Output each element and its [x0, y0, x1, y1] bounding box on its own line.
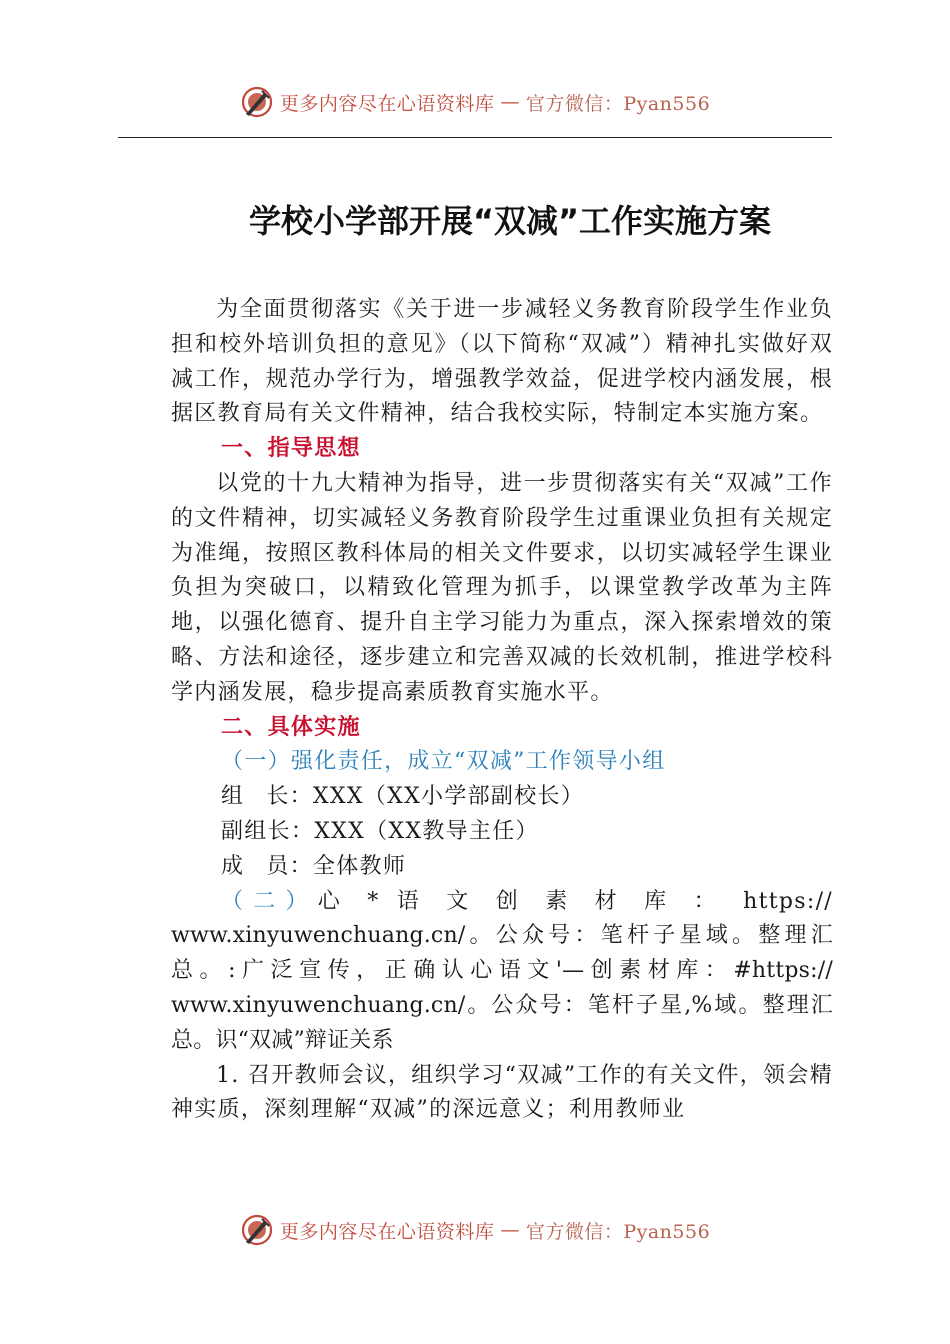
- member-row-deputy: [171, 815, 833, 850]
- member-value: 全体教师: [312, 853, 407, 879]
- banner-text: 更多内容尽在心语资料库: [279, 1220, 495, 1243]
- subsection-publicity-line5: 总。识“双减”辩证关系: [171, 1027, 394, 1053]
- banner-wechat: 官方微信：Pyan556: [525, 1220, 711, 1243]
- document-title: 学校小学部开展“双减”工作实施方案: [248, 202, 772, 240]
- header-divider: [118, 137, 832, 138]
- guiding-ideology-paragraph: 以党的十九大精神为指导，进一步贯彻落实有关“双减”工作的文件精神，切实减轻义务教育阶段学生过重课业负担有关规定为准绳，按照区教科体局的相关文件要求，以切实减轻学生课业负担为突破口，以精致化管理为抓手，以课堂教学改革为主阵地，以强化德育、提升自主学习能力为重点，深入探索增效的策略、方法和途径，逐步建立和完善双减的长效机制，推进学校科学内涵发展，稳步提高素质教育实施水平。: [171, 470, 833, 705]
- pen-nib-seal-logo-icon: [240, 85, 274, 119]
- section-heading-implementation: 二、具体实施: [221, 714, 361, 740]
- subsection-leadership-group: （一）强化责任，成立“双减”工作领导小组: [221, 749, 666, 775]
- banner-text: 更多内容尽在心语资料库: [279, 92, 495, 115]
- document-body: [171, 293, 833, 1128]
- member-row-leader: [171, 780, 833, 815]
- header-banner: [0, 82, 950, 122]
- subsection-label: （二）: [221, 888, 318, 914]
- member-role-a: 组: [221, 784, 245, 810]
- subsection-publicity-line2: www.xinyuwenchuang.cn/。公众号：笔杆子星域。整理汇: [171, 923, 833, 949]
- subsection-publicity-line3: 总。:广泛宣传，正确认心语文'—创素材库：#https://: [171, 958, 833, 984]
- section-heading-guiding-ideology: 一、指导思想: [221, 436, 361, 462]
- member-role-a: 副组长：: [221, 818, 315, 844]
- subsection-publicity-line1: [171, 885, 833, 920]
- banner-wechat: 官方微信：Pyan556: [525, 92, 711, 115]
- subsection-publicity-line4: www.xinyuwenchuang.cn/。公众号：笔杆子星,%域。整理汇: [171, 992, 833, 1018]
- member-value: XXX（XX教导主任）: [314, 818, 539, 844]
- intro-paragraph: 为全面贯彻落实《关于进一步减轻义务教育阶段学生作业负担和校外培训负担的意见》（以下简称“双减”）精神扎实做好双减工作，规范办学行为，增强教学效益，促进学校内涵发展，根据区教育局有关文件精神，结合我校实际，特制定本实施方案。: [171, 297, 833, 427]
- member-role-b: 员：: [266, 853, 313, 879]
- item-1-paragraph: 1. 召开教师会议，组织学习“双减”工作的有关文件，领会精神实质，深刻理解“双减”的深远意义；利用教师业: [171, 1062, 833, 1123]
- subsection-text: 心 * 语 文 创 素 材 库 ： https://: [317, 888, 833, 914]
- member-role-b: 长：: [266, 784, 313, 810]
- member-role-a: 成: [221, 853, 245, 879]
- footer-banner: [0, 1210, 950, 1250]
- member-row-members: [171, 850, 833, 885]
- banner-dash: —: [500, 1219, 520, 1241]
- banner-dash: —: [500, 91, 520, 113]
- pen-nib-seal-logo-icon: [240, 1213, 274, 1247]
- member-value: XXX（XX小学部副校长）: [312, 784, 585, 810]
